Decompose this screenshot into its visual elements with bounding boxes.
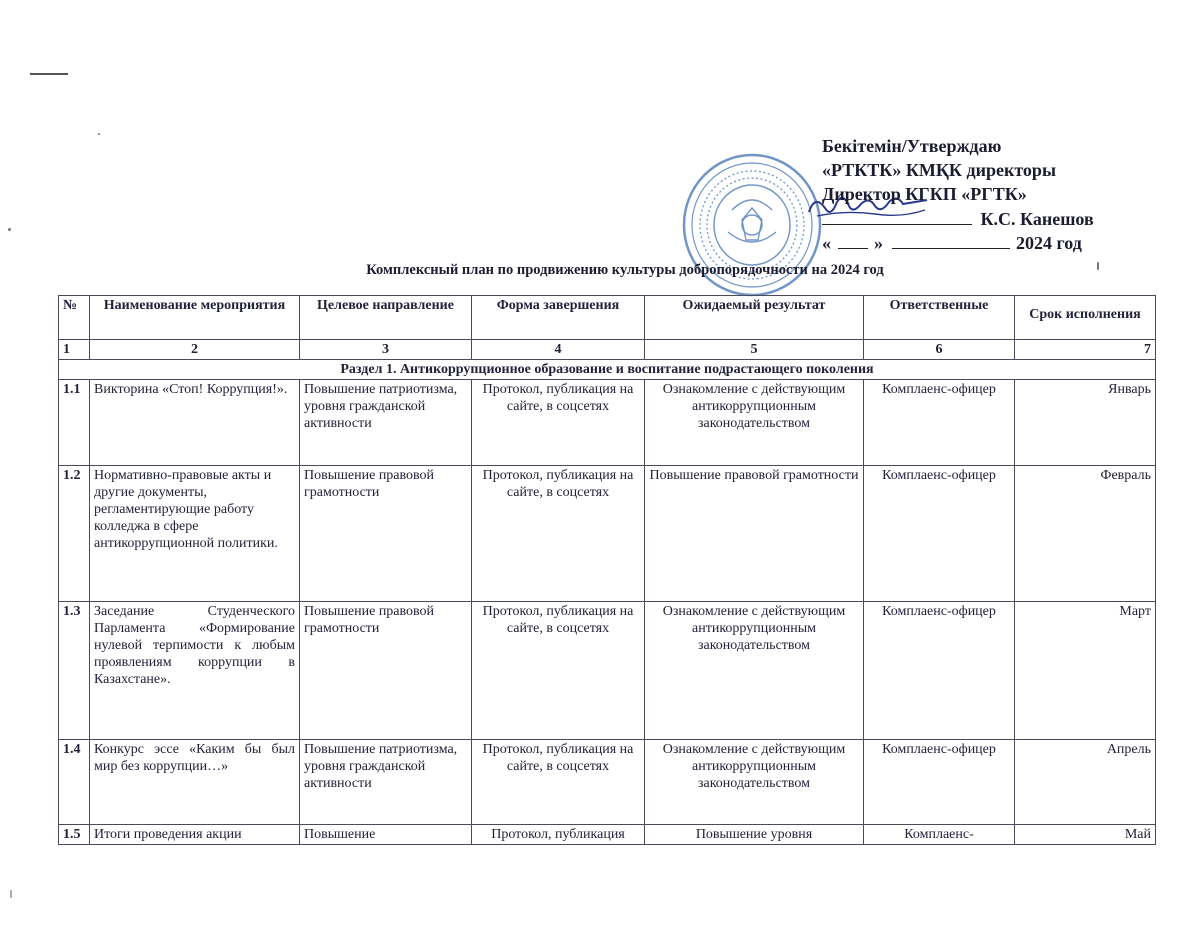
row-responsible: Комплаенс-офицер xyxy=(864,602,1015,740)
row-number: 1.5 xyxy=(59,825,90,845)
section-heading-row xyxy=(59,360,1156,380)
row-number: 1.1 xyxy=(59,380,90,466)
column-number: 6 xyxy=(864,340,1015,360)
column-number: 7 xyxy=(1015,340,1156,360)
approval-org-kz: «РТКТК» КМҚК директоры xyxy=(822,160,1056,180)
scan-speck xyxy=(8,228,11,231)
date-quote-close: » xyxy=(874,233,883,253)
signer-name: К.С. Канешов xyxy=(980,209,1094,229)
row-number: 1.4 xyxy=(59,740,90,825)
scan-speck xyxy=(10,890,12,898)
plan-table xyxy=(58,295,1156,845)
scan-speck xyxy=(98,133,100,135)
row-responsible: Комплаенс- xyxy=(864,825,1015,845)
header-target: Целевое направление xyxy=(300,296,472,340)
row-deadline: Март xyxy=(1015,602,1156,740)
row-event-name: Конкурс эссе «Каким бы был мир без коррупции…» xyxy=(90,740,300,825)
row-completion-form: Протокол, публикация xyxy=(472,825,645,845)
row-number: 1.3 xyxy=(59,602,90,740)
row-event-name: Нормативно-правовые акты и другие документы, регламентирующие работу колледжа в сфере антикоррупционной политики. xyxy=(90,466,300,602)
row-target: Повышение патриотизма, уровня гражданской активности xyxy=(300,740,472,825)
row-completion-form: Протокол, публикация на сайте, в соцсетях xyxy=(472,466,645,602)
column-number: 1 xyxy=(59,340,90,360)
date-quote-open: « xyxy=(822,233,831,253)
row-target: Повышение правовой грамотности xyxy=(300,466,472,602)
row-expected-result: Ознакомление с действующим антикоррупционным законодательством xyxy=(645,740,864,825)
row-responsible: Комплаенс-офицер xyxy=(864,380,1015,466)
row-deadline: Апрель xyxy=(1015,740,1156,825)
row-completion-form: Протокол, публикация на сайте, в соцсетях xyxy=(472,602,645,740)
header-completion-form: Форма завершения xyxy=(472,296,645,340)
table-row xyxy=(59,380,1156,466)
table-header-row xyxy=(59,296,1156,340)
column-number: 2 xyxy=(90,340,300,360)
row-completion-form: Протокол, публикация на сайте, в соцсетях xyxy=(472,740,645,825)
column-number-row xyxy=(59,340,1156,360)
approval-block xyxy=(822,134,1122,255)
table-row xyxy=(59,740,1156,825)
row-deadline: Май xyxy=(1015,825,1156,845)
row-event-name: Викторина «Стоп! Коррупция!». xyxy=(90,380,300,466)
scan-mark-top xyxy=(30,73,68,75)
row-target: Повышение патриотизма, уровня гражданской активности xyxy=(300,380,472,466)
row-completion-form: Протокол, публикация на сайте, в соцсетях xyxy=(472,380,645,466)
row-number: 1.2 xyxy=(59,466,90,602)
header-number: № xyxy=(59,296,90,340)
approval-heading: Бекітемін/Утверждаю xyxy=(822,136,1002,156)
column-number: 4 xyxy=(472,340,645,360)
column-number: 3 xyxy=(300,340,472,360)
row-deadline: Январь xyxy=(1015,380,1156,466)
row-event-name: Заседание Студенческого Парламента «Формирование нулевой терпимости к любым проявлениям коррупции в Казахстане». xyxy=(90,602,300,740)
date-month-blank xyxy=(892,232,1010,249)
approval-date-line xyxy=(822,231,1122,255)
row-expected-result: Повышение правовой грамотности xyxy=(645,466,864,602)
approval-org-ru: Директор КГКП «РГТК» xyxy=(822,184,1027,204)
date-day-blank xyxy=(838,232,868,249)
signature-blank xyxy=(822,206,972,225)
document-title: Комплексный план по продвижению культуры добропорядочности на 2024 год xyxy=(366,262,884,278)
section-heading: Раздел 1. Антикоррупционное образование и воспитание подрастающего поколения xyxy=(59,360,1156,380)
header-event-name: Наименование мероприятия xyxy=(90,296,300,340)
row-expected-result: Ознакомление с действующим антикоррупционным законодательством xyxy=(645,602,864,740)
row-target: Повышение xyxy=(300,825,472,845)
row-responsible: Комплаенс-офицер xyxy=(864,740,1015,825)
column-number: 5 xyxy=(645,340,864,360)
header-responsible: Ответственные xyxy=(864,296,1015,340)
row-event-name: Итоги проведения акции xyxy=(90,825,300,845)
header-deadline: Срок исполнения xyxy=(1015,296,1156,340)
row-expected-result: Повышение уровня xyxy=(645,825,864,845)
table-row xyxy=(59,466,1156,602)
date-year: 2024 год xyxy=(1016,233,1082,253)
table-row xyxy=(59,602,1156,740)
approval-signature-line xyxy=(822,206,1122,231)
table-row xyxy=(59,825,1156,845)
row-deadline: Февраль xyxy=(1015,466,1156,602)
row-responsible: Комплаенс-офицер xyxy=(864,466,1015,602)
header-expected-result: Ожидаемый результат xyxy=(645,296,864,340)
row-target: Повышение правовой грамотности xyxy=(300,602,472,740)
row-expected-result: Ознакомление с действующим антикоррупционным законодательством xyxy=(645,380,864,466)
